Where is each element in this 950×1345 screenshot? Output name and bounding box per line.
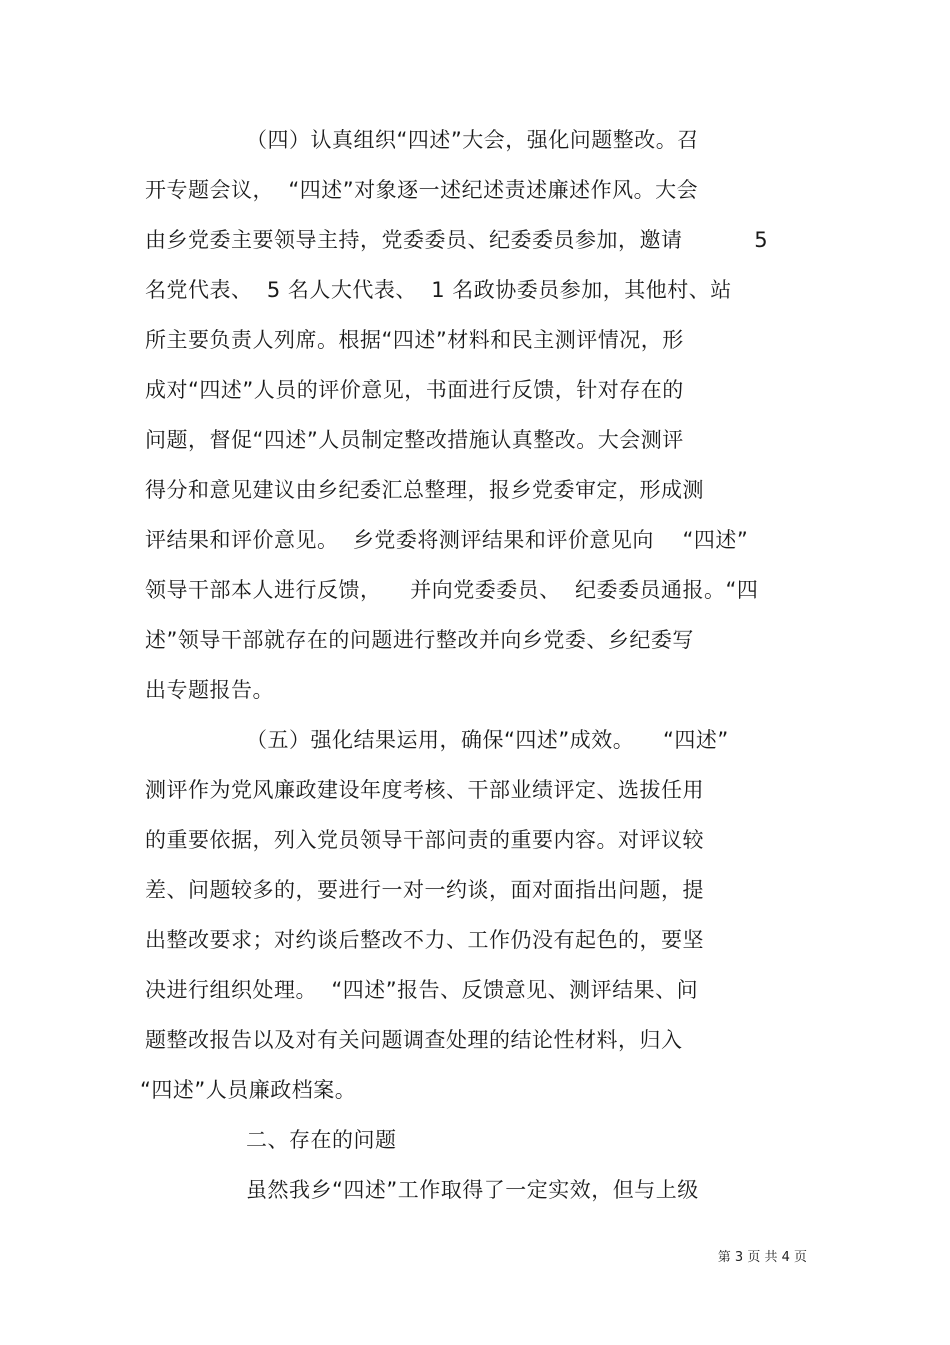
text-line: 开专题会议， “四述”对象逐一述纪述责述廉述作风。大会 <box>145 178 699 202</box>
text-line: 成对“四述”人员的评价意见，书面进行反馈，针对存在的 <box>145 378 684 402</box>
text-line: 得分和意见建议由乡纪委汇总整理，报乡党委审定，形成测 <box>145 478 704 502</box>
page-number: 第 3 页 共 4 页 <box>717 1250 807 1265</box>
text-line: 问题，督促“四述”人员制定整改措施认真整改。大会测评 <box>145 428 684 452</box>
text-line: 领导干部本人进行反馈， 并向党委委员、 纪委委员通报。“四 <box>145 578 759 602</box>
text-line: 述”领导干部就存在的问题进行整改并向乡党委、乡纪委写 <box>145 628 694 652</box>
text-line: 名党代表、 5 名人大代表、 1 名政协委员参加，其他村、站 <box>145 278 732 302</box>
text-line: 差、问题较多的，要进行一对一约谈，面对面指出问题，提 <box>145 878 704 902</box>
text-line: 评结果和评价意见。 乡党委将测评结果和评价意见向 “四述” <box>145 528 749 552</box>
text-line: 的重要依据，列入党员领导干部问责的重要内容。对评议较 <box>145 828 704 852</box>
text-line: 所主要负责人列席。根据“四述”材料和民主测评情况，形 <box>145 328 684 352</box>
text-line: 由乡党委主要领导主持，党委委员、纪委委员参加，邀请 5 <box>145 228 769 252</box>
text-line: 虽然我乡“四述”工作取得了一定实效，但与上级 <box>246 1178 699 1202</box>
text-line: 出整改要求；对约谈后整改不力、工作仍没有起色的，要坚 <box>145 928 704 952</box>
text-line: 出专题报告。 <box>145 678 274 702</box>
text-line: 题整改报告以及对有关问题调查处理的结论性材料，归入 <box>145 1028 683 1052</box>
text-line: （四）认真组织“四述”大会，强化问题整改。召 <box>246 128 699 152</box>
section-heading: 二、存在的问题 <box>246 1128 397 1152</box>
text-line: （五）强化结果运用，确保“四述”成效。 “四述” <box>246 728 729 752</box>
text-line: 测评作为党风廉政建设年度考核、干部业绩评定、选拔任用 <box>145 778 704 802</box>
text-line: 决进行组织处理。 “四述”报告、反馈意见、测评结果、问 <box>145 978 699 1002</box>
text-line: “四述”人员廉政档案。 <box>140 1078 357 1102</box>
